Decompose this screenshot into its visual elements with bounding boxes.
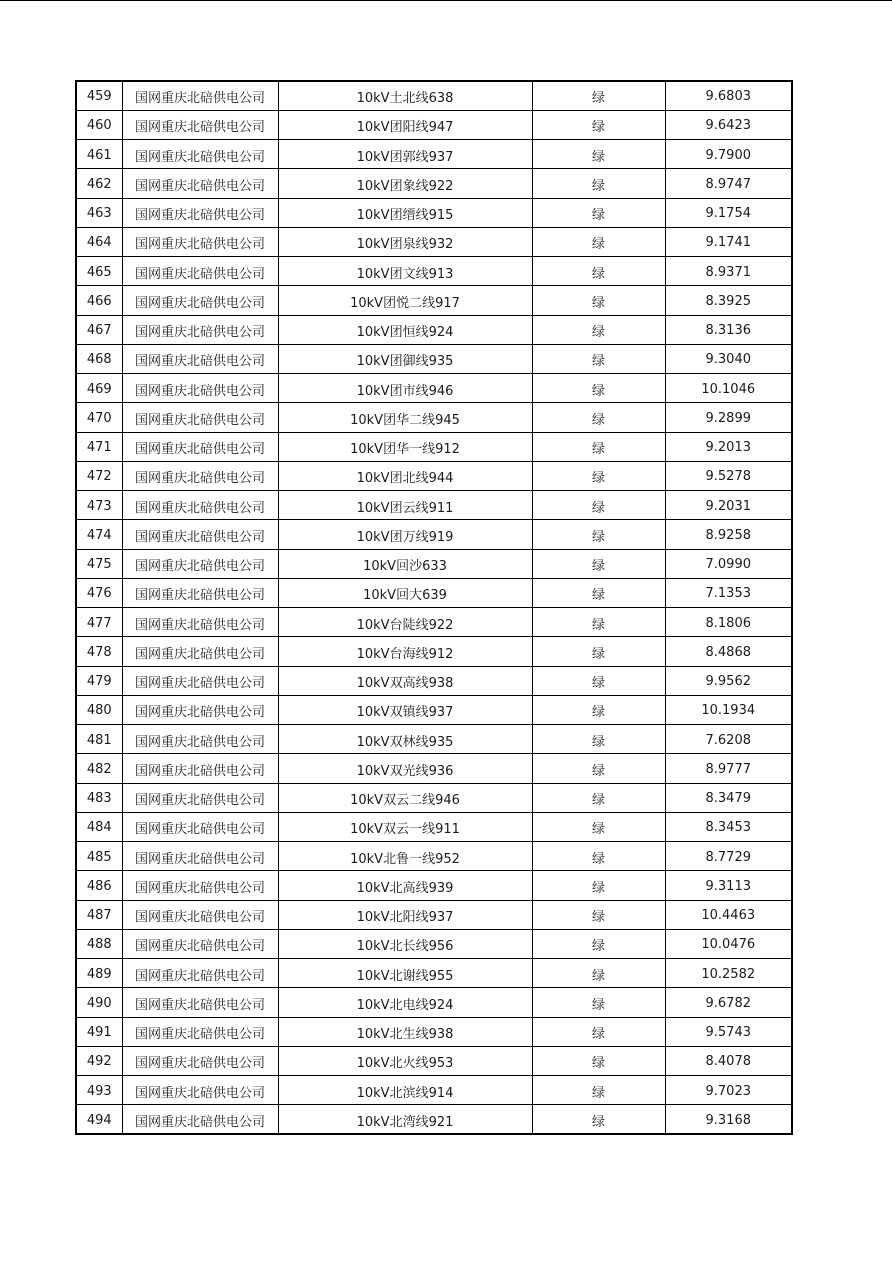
row-number-cell: 480 xyxy=(76,695,122,724)
row-number-cell: 485 xyxy=(76,842,122,871)
row-number-cell: 465 xyxy=(76,257,122,286)
company-cell: 国网重庆北碚供电公司 xyxy=(122,871,278,900)
value-cell: 9.6782 xyxy=(665,988,792,1017)
line-name-cell: 10kV台陡线922 xyxy=(278,608,532,637)
status-color-cell: 绿 xyxy=(532,725,665,754)
status-color-cell: 绿 xyxy=(532,783,665,812)
row-number-cell: 489 xyxy=(76,959,122,988)
company-cell: 国网重庆北碚供电公司 xyxy=(122,812,278,841)
company-cell: 国网重庆北碚供电公司 xyxy=(122,169,278,198)
status-color-cell: 绿 xyxy=(532,871,665,900)
company-cell: 国网重庆北碚供电公司 xyxy=(122,988,278,1017)
status-color-cell: 绿 xyxy=(532,286,665,315)
row-number-cell: 477 xyxy=(76,608,122,637)
row-number-cell: 473 xyxy=(76,491,122,520)
status-color-cell: 绿 xyxy=(532,1017,665,1046)
value-cell: 8.4868 xyxy=(665,637,792,666)
value-cell: 9.9562 xyxy=(665,666,792,695)
table-row xyxy=(76,315,792,344)
row-number-cell: 471 xyxy=(76,432,122,461)
value-cell: 8.3479 xyxy=(665,783,792,812)
value-cell: 9.5278 xyxy=(665,461,792,490)
row-number-cell: 488 xyxy=(76,929,122,958)
status-color-cell: 绿 xyxy=(532,491,665,520)
row-number-cell: 476 xyxy=(76,578,122,607)
status-color-cell: 绿 xyxy=(532,608,665,637)
status-color-cell: 绿 xyxy=(532,1046,665,1075)
row-number-cell: 470 xyxy=(76,403,122,432)
table-row xyxy=(76,403,792,432)
value-cell: 9.6423 xyxy=(665,110,792,139)
row-number-cell: 481 xyxy=(76,725,122,754)
feeder-table xyxy=(75,80,793,1135)
line-name-cell: 10kV台海线912 xyxy=(278,637,532,666)
row-number-cell: 472 xyxy=(76,461,122,490)
value-cell: 7.1353 xyxy=(665,578,792,607)
value-cell: 10.0476 xyxy=(665,929,792,958)
row-number-cell: 464 xyxy=(76,227,122,256)
company-cell: 国网重庆北碚供电公司 xyxy=(122,1017,278,1046)
table-row xyxy=(76,461,792,490)
line-name-cell: 10kV团象线922 xyxy=(278,169,532,198)
company-cell: 国网重庆北碚供电公司 xyxy=(122,110,278,139)
value-cell: 9.6803 xyxy=(665,81,792,110)
status-color-cell: 绿 xyxy=(532,403,665,432)
line-name-cell: 10kV北鲁一线952 xyxy=(278,842,532,871)
line-name-cell: 10kV北湾线921 xyxy=(278,1105,532,1134)
value-cell: 10.1934 xyxy=(665,695,792,724)
row-number-cell: 460 xyxy=(76,110,122,139)
line-name-cell: 10kV双云一线911 xyxy=(278,812,532,841)
table-row xyxy=(76,286,792,315)
status-color-cell: 绿 xyxy=(532,110,665,139)
company-cell: 国网重庆北碚供电公司 xyxy=(122,929,278,958)
status-color-cell: 绿 xyxy=(532,1076,665,1105)
value-cell: 9.7023 xyxy=(665,1076,792,1105)
line-name-cell: 10kV团御线935 xyxy=(278,344,532,373)
table-row xyxy=(76,637,792,666)
value-cell: 9.2013 xyxy=(665,432,792,461)
status-color-cell: 绿 xyxy=(532,374,665,403)
line-name-cell: 10kV团泉线932 xyxy=(278,227,532,256)
company-cell: 国网重庆北碚供电公司 xyxy=(122,374,278,403)
value-cell: 8.3136 xyxy=(665,315,792,344)
table-row xyxy=(76,695,792,724)
table-row xyxy=(76,491,792,520)
table-row xyxy=(76,1076,792,1105)
table-row xyxy=(76,257,792,286)
status-color-cell: 绿 xyxy=(532,578,665,607)
value-cell: 8.9747 xyxy=(665,169,792,198)
status-color-cell: 绿 xyxy=(532,900,665,929)
table-row xyxy=(76,783,792,812)
table-row xyxy=(76,520,792,549)
company-cell: 国网重庆北碚供电公司 xyxy=(122,81,278,110)
value-cell: 10.4463 xyxy=(665,900,792,929)
line-name-cell: 10kV团文线913 xyxy=(278,257,532,286)
line-name-cell: 10kV双高线938 xyxy=(278,666,532,695)
status-color-cell: 绿 xyxy=(532,549,665,578)
row-number-cell: 487 xyxy=(76,900,122,929)
row-number-cell: 463 xyxy=(76,198,122,227)
status-color-cell: 绿 xyxy=(532,344,665,373)
company-cell: 国网重庆北碚供电公司 xyxy=(122,637,278,666)
status-color-cell: 绿 xyxy=(532,198,665,227)
table-row xyxy=(76,110,792,139)
row-number-cell: 462 xyxy=(76,169,122,198)
page-top-rule xyxy=(0,0,892,1)
company-cell: 国网重庆北碚供电公司 xyxy=(122,1046,278,1075)
status-color-cell: 绿 xyxy=(532,754,665,783)
table-row xyxy=(76,608,792,637)
table-row xyxy=(76,842,792,871)
status-color-cell: 绿 xyxy=(532,227,665,256)
line-name-cell: 10kV团缙线915 xyxy=(278,198,532,227)
table-row xyxy=(76,666,792,695)
status-color-cell: 绿 xyxy=(532,315,665,344)
company-cell: 国网重庆北碚供电公司 xyxy=(122,491,278,520)
value-cell: 8.9258 xyxy=(665,520,792,549)
status-color-cell: 绿 xyxy=(532,257,665,286)
value-cell: 9.1754 xyxy=(665,198,792,227)
company-cell: 国网重庆北碚供电公司 xyxy=(122,725,278,754)
value-cell: 9.5743 xyxy=(665,1017,792,1046)
row-number-cell: 493 xyxy=(76,1076,122,1105)
line-name-cell: 10kV北电线924 xyxy=(278,988,532,1017)
status-color-cell: 绿 xyxy=(532,169,665,198)
value-cell: 10.1046 xyxy=(665,374,792,403)
table-row xyxy=(76,169,792,198)
company-cell: 国网重庆北碚供电公司 xyxy=(122,198,278,227)
row-number-cell: 469 xyxy=(76,374,122,403)
status-color-cell: 绿 xyxy=(532,695,665,724)
line-name-cell: 10kV团华一线912 xyxy=(278,432,532,461)
status-color-cell: 绿 xyxy=(532,812,665,841)
company-cell: 国网重庆北碚供电公司 xyxy=(122,140,278,169)
status-color-cell: 绿 xyxy=(532,637,665,666)
value-cell: 9.2899 xyxy=(665,403,792,432)
line-name-cell: 10kV北滨线914 xyxy=(278,1076,532,1105)
status-color-cell: 绿 xyxy=(532,1105,665,1134)
table-row xyxy=(76,988,792,1017)
company-cell: 国网重庆北碚供电公司 xyxy=(122,666,278,695)
table-row xyxy=(76,578,792,607)
status-color-cell: 绿 xyxy=(532,959,665,988)
line-name-cell: 10kV团市线946 xyxy=(278,374,532,403)
line-name-cell: 10kV团华二线945 xyxy=(278,403,532,432)
line-name-cell: 10kV双云二线946 xyxy=(278,783,532,812)
feeder-table-body xyxy=(76,81,792,1134)
company-cell: 国网重庆北碚供电公司 xyxy=(122,900,278,929)
table-row xyxy=(76,140,792,169)
row-number-cell: 459 xyxy=(76,81,122,110)
line-name-cell: 10kV双林线935 xyxy=(278,725,532,754)
row-number-cell: 479 xyxy=(76,666,122,695)
line-name-cell: 10kV北高线939 xyxy=(278,871,532,900)
status-color-cell: 绿 xyxy=(532,929,665,958)
row-number-cell: 467 xyxy=(76,315,122,344)
row-number-cell: 492 xyxy=(76,1046,122,1075)
line-name-cell: 10kV北火线953 xyxy=(278,1046,532,1075)
value-cell: 9.3113 xyxy=(665,871,792,900)
status-color-cell: 绿 xyxy=(532,461,665,490)
company-cell: 国网重庆北碚供电公司 xyxy=(122,286,278,315)
table-row xyxy=(76,432,792,461)
company-cell: 国网重庆北碚供电公司 xyxy=(122,842,278,871)
table-row xyxy=(76,812,792,841)
line-name-cell: 10kV双光线936 xyxy=(278,754,532,783)
row-number-cell: 482 xyxy=(76,754,122,783)
status-color-cell: 绿 xyxy=(532,520,665,549)
line-name-cell: 10kV土北线638 xyxy=(278,81,532,110)
row-number-cell: 494 xyxy=(76,1105,122,1134)
company-cell: 国网重庆北碚供电公司 xyxy=(122,578,278,607)
company-cell: 国网重庆北碚供电公司 xyxy=(122,520,278,549)
company-cell: 国网重庆北碚供电公司 xyxy=(122,227,278,256)
company-cell: 国网重庆北碚供电公司 xyxy=(122,257,278,286)
company-cell: 国网重庆北碚供电公司 xyxy=(122,461,278,490)
company-cell: 国网重庆北碚供电公司 xyxy=(122,783,278,812)
line-name-cell: 10kV团万线919 xyxy=(278,520,532,549)
value-cell: 8.4078 xyxy=(665,1046,792,1075)
line-name-cell: 10kV北长线956 xyxy=(278,929,532,958)
value-cell: 9.2031 xyxy=(665,491,792,520)
line-name-cell: 10kV双镇线937 xyxy=(278,695,532,724)
table-row xyxy=(76,900,792,929)
value-cell: 8.3925 xyxy=(665,286,792,315)
row-number-cell: 461 xyxy=(76,140,122,169)
company-cell: 国网重庆北碚供电公司 xyxy=(122,344,278,373)
table-row xyxy=(76,725,792,754)
table-row xyxy=(76,1017,792,1046)
value-cell: 9.1741 xyxy=(665,227,792,256)
line-name-cell: 10kV北生线938 xyxy=(278,1017,532,1046)
line-name-cell: 10kV团郭线937 xyxy=(278,140,532,169)
table-row xyxy=(76,344,792,373)
table-row xyxy=(76,929,792,958)
table-row xyxy=(76,754,792,783)
table-row xyxy=(76,374,792,403)
line-name-cell: 10kV团北线944 xyxy=(278,461,532,490)
company-cell: 国网重庆北碚供电公司 xyxy=(122,695,278,724)
table-row xyxy=(76,227,792,256)
status-color-cell: 绿 xyxy=(532,140,665,169)
line-name-cell: 10kV团云线911 xyxy=(278,491,532,520)
value-cell: 8.9777 xyxy=(665,754,792,783)
table-row xyxy=(76,81,792,110)
line-name-cell: 10kV北谢线955 xyxy=(278,959,532,988)
status-color-cell: 绿 xyxy=(532,842,665,871)
company-cell: 国网重庆北碚供电公司 xyxy=(122,403,278,432)
line-name-cell: 10kV团阳线947 xyxy=(278,110,532,139)
line-name-cell: 10kV北阳线937 xyxy=(278,900,532,929)
company-cell: 国网重庆北碚供电公司 xyxy=(122,1076,278,1105)
table-row xyxy=(76,198,792,227)
table-row xyxy=(76,871,792,900)
table-row xyxy=(76,549,792,578)
line-name-cell: 10kV团悦二线917 xyxy=(278,286,532,315)
value-cell: 9.3040 xyxy=(665,344,792,373)
row-number-cell: 486 xyxy=(76,871,122,900)
row-number-cell: 490 xyxy=(76,988,122,1017)
row-number-cell: 468 xyxy=(76,344,122,373)
value-cell: 8.9371 xyxy=(665,257,792,286)
value-cell: 7.0990 xyxy=(665,549,792,578)
company-cell: 国网重庆北碚供电公司 xyxy=(122,959,278,988)
status-color-cell: 绿 xyxy=(532,432,665,461)
value-cell: 10.2582 xyxy=(665,959,792,988)
row-number-cell: 483 xyxy=(76,783,122,812)
company-cell: 国网重庆北碚供电公司 xyxy=(122,754,278,783)
company-cell: 国网重庆北碚供电公司 xyxy=(122,315,278,344)
company-cell: 国网重庆北碚供电公司 xyxy=(122,1105,278,1134)
row-number-cell: 478 xyxy=(76,637,122,666)
line-name-cell: 10kV团恒线924 xyxy=(278,315,532,344)
status-color-cell: 绿 xyxy=(532,988,665,1017)
value-cell: 9.7900 xyxy=(665,140,792,169)
value-cell: 8.1806 xyxy=(665,608,792,637)
row-number-cell: 484 xyxy=(76,812,122,841)
value-cell: 8.3453 xyxy=(665,812,792,841)
table-row xyxy=(76,1105,792,1134)
status-color-cell: 绿 xyxy=(532,666,665,695)
line-name-cell: 10kV回沙633 xyxy=(278,549,532,578)
row-number-cell: 491 xyxy=(76,1017,122,1046)
value-cell: 8.7729 xyxy=(665,842,792,871)
row-number-cell: 474 xyxy=(76,520,122,549)
table-row xyxy=(76,1046,792,1075)
row-number-cell: 466 xyxy=(76,286,122,315)
value-cell: 7.6208 xyxy=(665,725,792,754)
line-name-cell: 10kV回大639 xyxy=(278,578,532,607)
value-cell: 9.3168 xyxy=(665,1105,792,1134)
company-cell: 国网重庆北碚供电公司 xyxy=(122,549,278,578)
company-cell: 国网重庆北碚供电公司 xyxy=(122,608,278,637)
table-row xyxy=(76,959,792,988)
company-cell: 国网重庆北碚供电公司 xyxy=(122,432,278,461)
row-number-cell: 475 xyxy=(76,549,122,578)
status-color-cell: 绿 xyxy=(532,81,665,110)
